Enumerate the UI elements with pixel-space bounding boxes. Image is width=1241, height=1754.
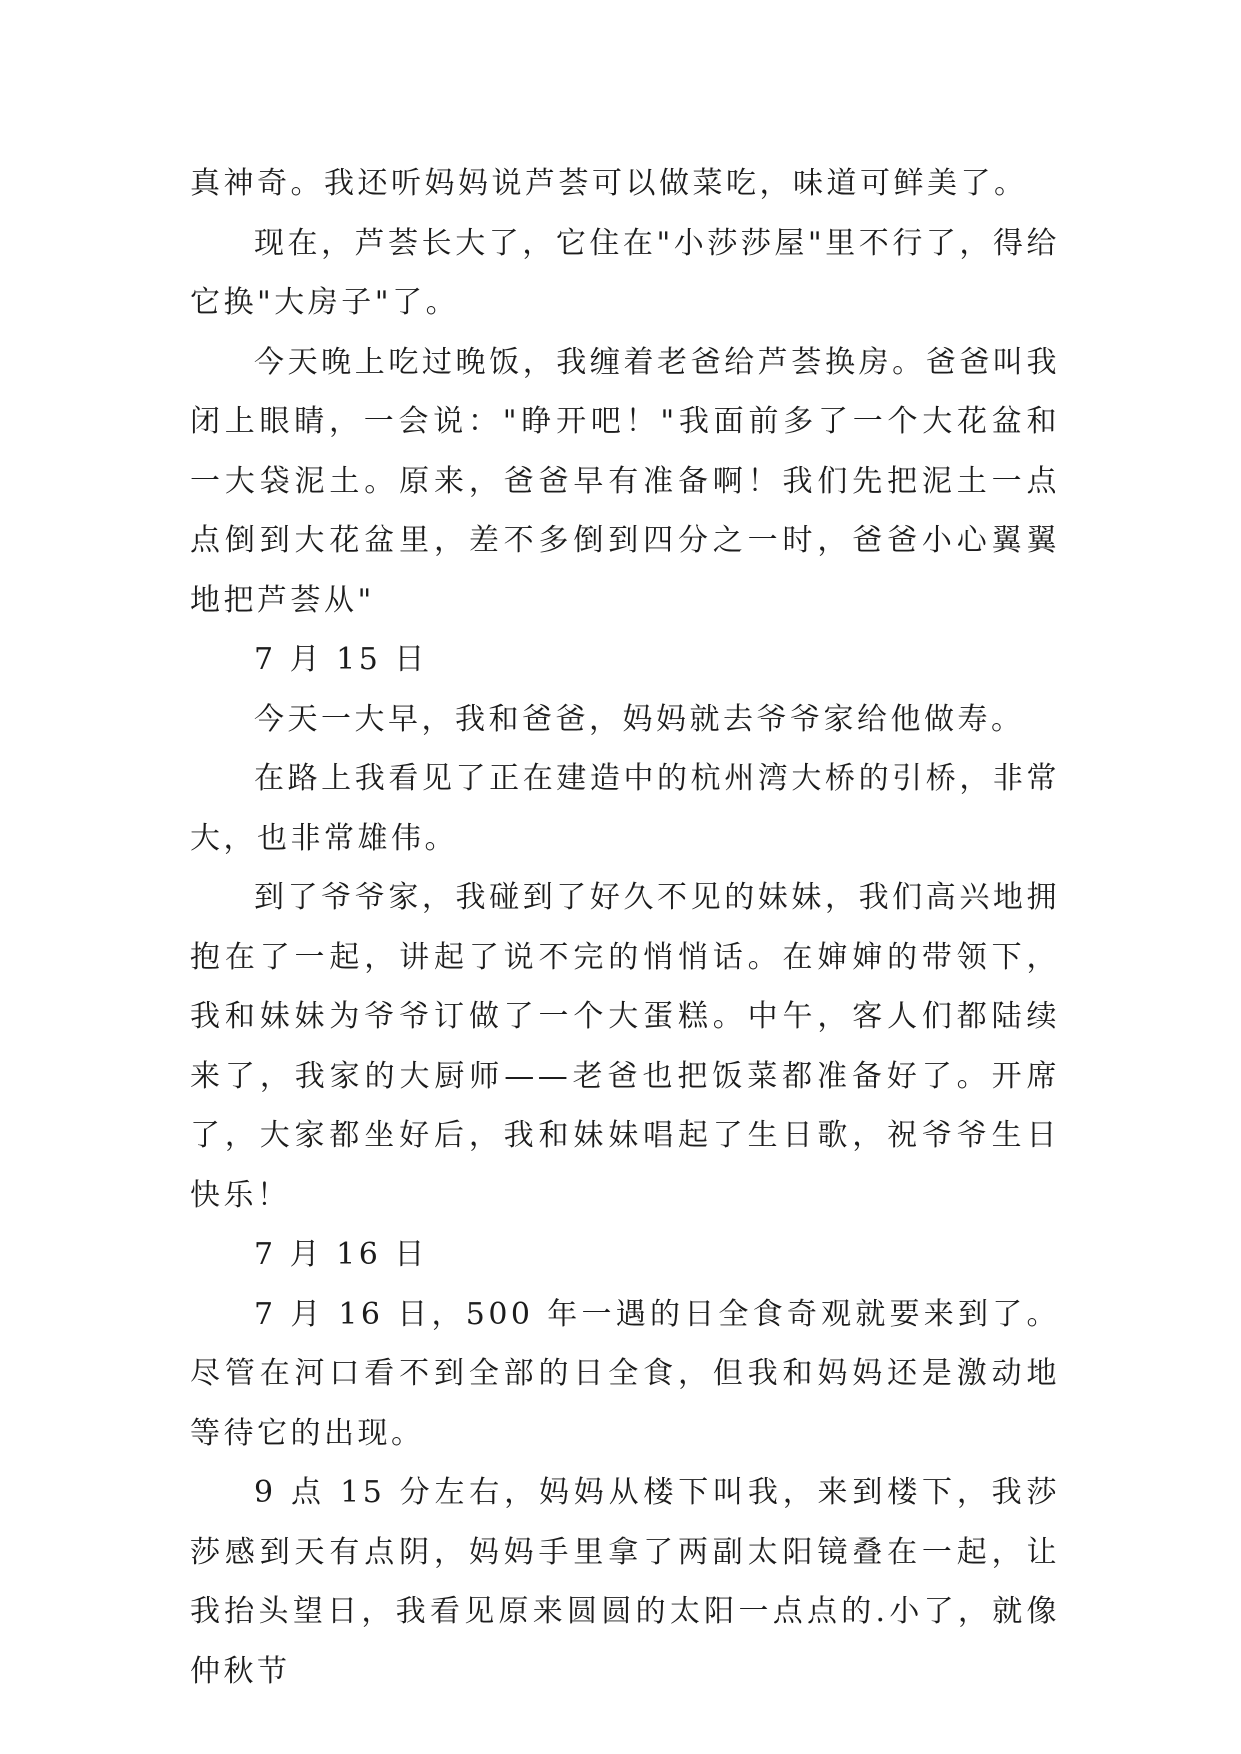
diary-date-heading: 7 月 15 日 <box>254 642 428 677</box>
paragraph: 到了爷爷家，我碰到了好久不见的妹妹，我们高兴地拥抱在了一起，讲起了说不完的悄悄话。在婶婶的带领下，我和妹妹为爷爷订做了一个大蛋糕。中午，客人们都陆续来了，我家的大厨师——老爸也把饭菜都准备好了。开席了，大家都坐好后，我和妹妹唱起了生日歌，祝爷爷生日快乐！ <box>190 880 1060 1213</box>
paragraph: 在路上我看见了正在建造中的杭州湾大桥的引桥，非常大，也非常雄伟。 <box>190 761 1060 856</box>
paragraph: 9 点 15 分左右，妈妈从楼下叫我，来到楼下，我莎莎感到天有点阴，妈妈手里拿了两副太阳镜叠在一起，让我抬头望日，我看见原来圆圆的太阳一点点的.小了，就像仲秋节 <box>190 1475 1060 1689</box>
paragraph: 今天一大早，我和爸爸，妈妈就去爷爷家给他做寿。 <box>254 701 1025 737</box>
document-body <box>190 154 1060 1701</box>
paragraph: 真神奇。我还听妈妈说芦荟可以做菜吃，味道可鲜美了。 <box>190 166 1028 201</box>
paragraph: 现在，芦荟长大了，它住在"小莎莎屋"里不行了，得给它换"大房子"了。 <box>190 225 1060 320</box>
diary-date-heading: 7 月 16 日 <box>254 1237 428 1272</box>
paragraph: 7 月 16 日，500 年一遇的日全食奇观就要来到了。尽管在河口看不到全部的日全食，但我和妈妈还是激动地等待它的出现。 <box>190 1296 1060 1451</box>
paragraph: 今天晚上吃过晚饭，我缠着老爸给芦荟换房。爸爸叫我闭上眼睛，一会说："睁开吧！"我面前多了一个大花盆和一大袋泥土。原来，爸爸早有准备啊！我们先把泥土一点点倒到大花盆里，差不多倒到四分之一时，爸爸小心翼翼地把芦荟从" <box>190 344 1060 618</box>
